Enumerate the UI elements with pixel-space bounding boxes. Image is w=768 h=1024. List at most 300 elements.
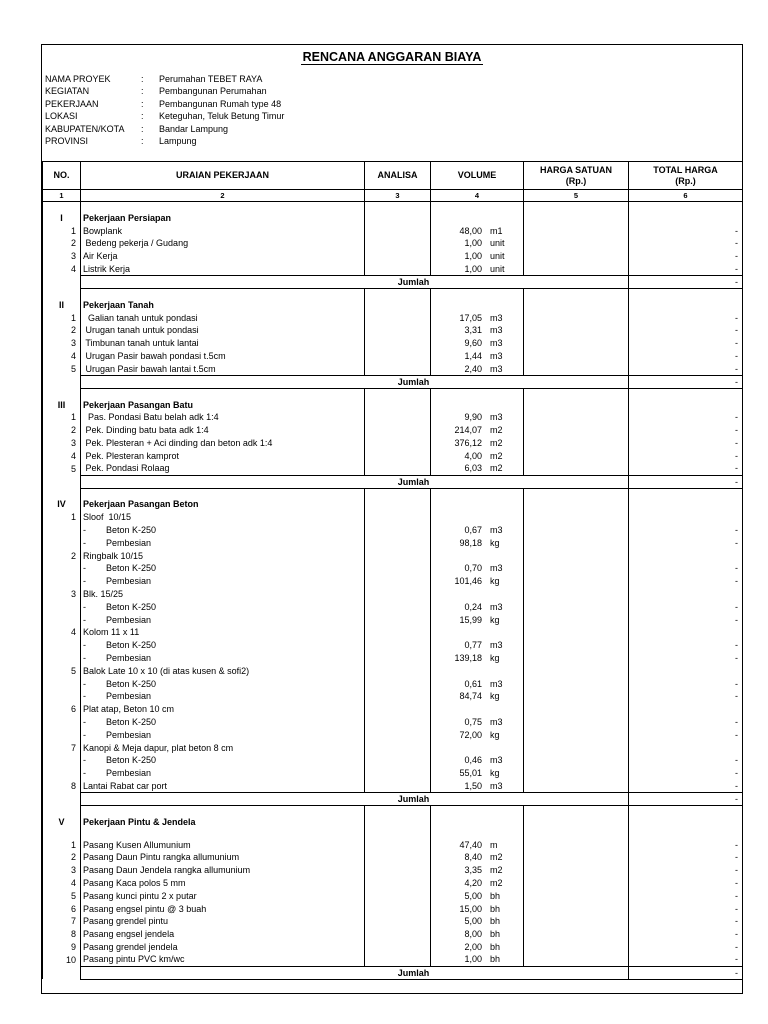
total-harga-cell: - (629, 780, 743, 793)
volume-unit: bh (490, 890, 501, 901)
analisa-cell (365, 928, 431, 941)
harga-satuan-cell (524, 851, 629, 864)
volume-cell (431, 754, 524, 767)
analisa-cell (365, 350, 431, 363)
item-number: 3 (43, 864, 81, 877)
volume-cell (431, 613, 524, 626)
total-harga-cell (629, 549, 743, 562)
total-harga-cell: - (629, 864, 743, 877)
item-number: 1 (43, 838, 81, 851)
empty-cell (629, 288, 743, 298)
total-harga-cell: - (629, 838, 743, 851)
jumlah-total: - (629, 966, 743, 979)
table-row (43, 754, 743, 767)
volume-value: 48,00 (459, 225, 482, 236)
harga-satuan-cell (524, 915, 629, 928)
harga-satuan-cell (524, 549, 629, 562)
volume-unit: m3 (490, 338, 503, 349)
empty-cell (43, 828, 81, 838)
info-colon: : (141, 111, 144, 122)
harga-satuan-cell (524, 613, 629, 626)
table-row (43, 575, 743, 588)
volume-unit: kg (490, 653, 500, 663)
jumlah-label: Jumlah (81, 475, 629, 488)
empty-cell (524, 398, 629, 411)
analisa-cell (365, 362, 431, 375)
item-number (43, 536, 81, 549)
harga-satuan-cell (524, 877, 629, 890)
table-row (43, 741, 743, 754)
table-row (43, 877, 743, 890)
table-row (43, 928, 743, 941)
harga-satuan-cell (524, 664, 629, 677)
item-number: 1 (43, 511, 81, 524)
volume-value: 1,00 (464, 251, 482, 262)
volume-value: 0,24 (464, 601, 482, 612)
section-number: III (43, 398, 81, 411)
volume-unit: m3 (490, 716, 503, 727)
empty-cell (524, 815, 629, 828)
volume-value: 9,60 (464, 338, 482, 349)
item-description: Lantai Rabat car port (81, 780, 365, 793)
info-colon: : (141, 86, 144, 97)
empty-cell (43, 488, 81, 498)
jumlah-row (43, 275, 743, 288)
table-row (43, 626, 743, 639)
item-number (43, 613, 81, 626)
table-row (43, 350, 743, 363)
volume-value: 101,46 (454, 576, 482, 587)
column-number-row (43, 190, 743, 202)
total-harga-cell: - (629, 311, 743, 324)
volume-cell (431, 741, 524, 754)
total-harga-cell: - (629, 424, 743, 437)
jumlah-label: Jumlah (81, 966, 629, 979)
harga-satuan-cell (524, 575, 629, 588)
volume-cell (431, 767, 524, 780)
empty-cell (629, 298, 743, 311)
volume-unit: kg (490, 576, 500, 587)
volume-value: 72,00 (459, 729, 482, 740)
empty-cell (365, 488, 431, 498)
harga-satuan-line2: (Rp.) (565, 175, 587, 186)
volume-value: 376,12 (454, 438, 482, 449)
col-number: 5 (524, 190, 629, 202)
item-number: 5 (43, 889, 81, 902)
analisa-cell (365, 864, 431, 877)
volume-value: 0,70 (464, 563, 482, 574)
info-colon: : (141, 123, 144, 134)
item-number: 2 (43, 324, 81, 337)
total-harga-cell (629, 664, 743, 677)
item-number: 10 (43, 953, 81, 966)
col-header-volume: VOLUME (431, 162, 524, 190)
empty-cell (431, 815, 524, 828)
empty-cell (629, 212, 743, 225)
volume-unit: m2 (490, 852, 503, 863)
total-harga-cell: - (629, 449, 743, 462)
analisa-cell (365, 941, 431, 954)
volume-value: 9,90 (464, 412, 482, 423)
item-description: Pasang Daun Jendela rangka allumunium (81, 864, 365, 877)
volume-unit: unit (490, 238, 505, 249)
volume-value: 4,00 (464, 450, 482, 461)
volume-cell (431, 263, 524, 276)
table-row (43, 437, 743, 450)
volume-cell (431, 437, 524, 450)
volume-unit: m2 (490, 425, 503, 436)
empty-cell (629, 805, 743, 815)
item-description: - Beton K-250 (81, 524, 365, 537)
volume-cell (431, 864, 524, 877)
total-harga-cell: - (629, 889, 743, 902)
item-description: Listrik Kerja (81, 263, 365, 276)
table-row (43, 511, 743, 524)
volume-value: 1,00 (464, 238, 482, 249)
table-row (43, 524, 743, 537)
harga-satuan-cell (524, 652, 629, 665)
total-harga-cell: - (629, 928, 743, 941)
item-description: Galian tanah untuk pondasi (81, 311, 365, 324)
item-description: Pasang pintu PVC km/wc (81, 953, 365, 966)
section-title: Pekerjaan Persiapan (81, 212, 365, 225)
total-harga-cell: - (629, 263, 743, 276)
empty-cell (365, 828, 431, 838)
jumlah-label: Jumlah (81, 792, 629, 805)
volume-cell (431, 237, 524, 250)
empty-cell (43, 475, 81, 488)
volume-cell (431, 902, 524, 915)
info-value: Perumahan TEBET RAYA (159, 74, 263, 84)
table-row (43, 424, 743, 437)
total-harga-cell: - (629, 337, 743, 350)
harga-satuan-cell (524, 889, 629, 902)
jumlah-row (43, 792, 743, 805)
item-number: 4 (43, 350, 81, 363)
info-key: PEKERJAAN (45, 98, 99, 109)
info-colon: : (141, 74, 144, 84)
volume-unit: unit (490, 251, 505, 262)
harga-satuan-cell (524, 337, 629, 350)
volume-unit: unit (490, 263, 505, 274)
item-description: - Pembesian (81, 728, 365, 741)
volume-cell (431, 536, 524, 549)
volume-cell (431, 362, 524, 375)
col-number: 3 (365, 190, 431, 202)
table-row (43, 767, 743, 780)
item-number: 9 (43, 941, 81, 954)
empty-cell (365, 498, 431, 511)
volume-value: 1,44 (464, 351, 482, 362)
volume-cell (431, 703, 524, 716)
item-number (43, 767, 81, 780)
volume-unit: m3 (490, 780, 503, 791)
total-harga-cell: - (629, 851, 743, 864)
empty-cell (431, 288, 524, 298)
volume-unit: m3 (490, 525, 503, 536)
harga-satuan-cell (524, 864, 629, 877)
item-description: Pas. Pondasi Batu belah adk 1:4 (81, 411, 365, 424)
analisa-cell (365, 536, 431, 549)
table-row (43, 449, 743, 462)
item-description: Pek. Plesteran + Aci dinding dan beton adk 1:4 (81, 437, 365, 450)
table-row (43, 362, 743, 375)
volume-unit: bh (490, 929, 501, 940)
harga-satuan-cell (524, 362, 629, 375)
total-harga-cell: - (629, 250, 743, 263)
empty-cell (81, 202, 365, 212)
harga-satuan-cell (524, 677, 629, 690)
col-number: 1 (43, 190, 81, 202)
section-number: V (43, 815, 81, 828)
empty-cell (431, 498, 524, 511)
volume-value: 1,00 (464, 954, 482, 965)
empty-cell (629, 498, 743, 511)
col-header-analisa: ANALISA (365, 162, 431, 190)
spacer-row (43, 288, 743, 298)
jumlah-row (43, 375, 743, 388)
harga-satuan-cell (524, 953, 629, 966)
item-description: - Pembesian (81, 613, 365, 626)
table-row (43, 639, 743, 652)
empty-cell (524, 498, 629, 511)
empty-cell (365, 398, 431, 411)
table-row (43, 250, 743, 263)
col-header-harga-satuan (524, 162, 629, 190)
item-description: Pek. Plesteran kamprot (81, 449, 365, 462)
volume-unit: bh (490, 941, 501, 952)
volume-unit: m2 (490, 438, 503, 449)
empty-cell (365, 202, 431, 212)
item-description: - Pembesian (81, 690, 365, 703)
section-row (43, 298, 743, 311)
volume-cell (431, 780, 524, 793)
total-harga-cell (629, 703, 743, 716)
analisa-cell (365, 424, 431, 437)
volume-unit: m (490, 839, 498, 850)
analisa-cell (365, 437, 431, 450)
harga-satuan-cell (524, 511, 629, 524)
title-text: RENCANA ANGGARAN BIAYA (302, 50, 482, 64)
analisa-cell (365, 690, 431, 703)
volume-cell (431, 690, 524, 703)
volume-cell (431, 716, 524, 729)
volume-cell (431, 250, 524, 263)
item-number (43, 728, 81, 741)
total-harga-cell: - (629, 902, 743, 915)
table-row (43, 851, 743, 864)
volume-unit: kg (490, 614, 500, 625)
info-key: KABUPATEN/KOTA (45, 123, 125, 134)
volume-value: 0,77 (464, 640, 482, 651)
item-number: 5 (43, 462, 81, 475)
total-harga-cell: - (629, 716, 743, 729)
total-harga-cell: - (629, 575, 743, 588)
harga-satuan-cell (524, 324, 629, 337)
col-number: 2 (81, 190, 365, 202)
table-row (43, 677, 743, 690)
item-number: 4 (43, 263, 81, 276)
item-description: Pasang kunci pintu 2 x putar (81, 889, 365, 902)
item-description: Pek. Pondasi Rolaag (81, 462, 365, 475)
table-row (43, 311, 743, 324)
section-title: Pekerjaan Pintu & Jendela (81, 815, 365, 828)
analisa-cell (365, 263, 431, 276)
total-harga-cell: - (629, 677, 743, 690)
total-harga-line1: TOTAL HARGA (653, 164, 718, 175)
empty-cell (43, 388, 81, 398)
col-number: 4 (431, 190, 524, 202)
total-harga-cell: - (629, 613, 743, 626)
harga-satuan-cell (524, 780, 629, 793)
item-number (43, 575, 81, 588)
table-row (43, 613, 743, 626)
volume-value: 4,20 (464, 877, 482, 888)
table-row (43, 703, 743, 716)
analisa-cell (365, 549, 431, 562)
item-number (43, 524, 81, 537)
volume-unit: kg (490, 691, 500, 702)
volume-cell (431, 549, 524, 562)
volume-cell (431, 639, 524, 652)
harga-satuan-cell (524, 639, 629, 652)
harga-satuan-cell (524, 728, 629, 741)
harga-satuan-cell (524, 754, 629, 767)
page-title (42, 50, 742, 64)
volume-unit: kg (490, 537, 500, 548)
empty-cell (629, 202, 743, 212)
table-row (43, 462, 743, 475)
section-number: I (43, 212, 81, 225)
total-harga-cell (629, 626, 743, 639)
item-number (43, 639, 81, 652)
analisa-cell (365, 462, 431, 475)
volume-cell (431, 462, 524, 475)
volume-cell (431, 664, 524, 677)
analisa-cell (365, 588, 431, 601)
total-harga-cell (629, 588, 743, 601)
info-colon: : (141, 98, 144, 109)
item-description: Pasang engsel pintu @ 3 buah (81, 902, 365, 915)
table-row (43, 324, 743, 337)
item-description: - Beton K-250 (81, 754, 365, 767)
volume-unit: m3 (490, 678, 503, 689)
item-description: Pasang engsel jendela (81, 928, 365, 941)
volume-value: 3,35 (464, 865, 482, 876)
table-row (43, 411, 743, 424)
item-number: 3 (43, 437, 81, 450)
analisa-cell (365, 511, 431, 524)
analisa-cell (365, 889, 431, 902)
volume-unit: m3 (490, 312, 503, 323)
harga-satuan-cell (524, 838, 629, 851)
jumlah-row (43, 475, 743, 488)
col-header-uraian: URAIAN PEKERJAAN (81, 162, 365, 190)
item-number (43, 562, 81, 575)
analisa-cell (365, 613, 431, 626)
volume-value: 3,31 (464, 325, 482, 336)
volume-unit: m3 (490, 412, 503, 423)
jumlah-total: - (629, 375, 743, 388)
item-description: Bowplank (81, 224, 365, 237)
analisa-cell (365, 337, 431, 350)
total-harga-line2: (Rp.) (675, 175, 696, 186)
volume-cell (431, 524, 524, 537)
table-row (43, 337, 743, 350)
section-number: IV (43, 498, 81, 511)
empty-cell (629, 398, 743, 411)
analisa-cell (365, 780, 431, 793)
item-description: Sloof 10/15 (81, 511, 365, 524)
total-harga-cell: - (629, 562, 743, 575)
volume-unit: m1 (490, 225, 503, 236)
empty-cell (431, 202, 524, 212)
volume-unit: m3 (490, 640, 503, 651)
jumlah-row (43, 966, 743, 979)
item-description: Pasang grendel jendela (81, 941, 365, 954)
table-row (43, 664, 743, 677)
volume-unit: m3 (490, 563, 503, 574)
volume-value: 0,75 (464, 716, 482, 727)
harga-satuan-cell (524, 928, 629, 941)
volume-cell (431, 626, 524, 639)
analisa-cell (365, 224, 431, 237)
item-description: - Beton K-250 (81, 677, 365, 690)
total-harga-cell: - (629, 362, 743, 375)
item-description: - Pembesian (81, 652, 365, 665)
empty-cell (43, 288, 81, 298)
item-description: Plat atap, Beton 10 cm (81, 703, 365, 716)
table-row (43, 953, 743, 966)
analisa-cell (365, 626, 431, 639)
volume-cell (431, 311, 524, 324)
empty-cell (43, 275, 81, 288)
volume-unit: m3 (490, 363, 503, 374)
item-description: Bedeng pekerja / Gudang (81, 237, 365, 250)
info-value: Lampung (159, 136, 197, 146)
analisa-cell (365, 250, 431, 263)
empty-cell (43, 966, 81, 979)
table-row (43, 224, 743, 237)
table-row (43, 690, 743, 703)
empty-cell (81, 488, 365, 498)
table-row (43, 237, 743, 250)
volume-value: 1,50 (464, 780, 482, 791)
harga-satuan-cell (524, 767, 629, 780)
item-number: 8 (43, 780, 81, 793)
volume-value: 15,00 (459, 903, 482, 914)
volume-value: 8,00 (464, 929, 482, 940)
total-harga-cell: - (629, 639, 743, 652)
empty-cell (431, 488, 524, 498)
analisa-cell (365, 767, 431, 780)
empty-cell (524, 388, 629, 398)
empty-cell (81, 805, 365, 815)
volume-cell (431, 652, 524, 665)
volume-value: 5,00 (464, 890, 482, 901)
section-number: II (43, 298, 81, 311)
empty-cell (81, 288, 365, 298)
table-row (43, 716, 743, 729)
empty-cell (524, 828, 629, 838)
empty-cell (431, 298, 524, 311)
empty-cell (524, 805, 629, 815)
item-number: 1 (43, 224, 81, 237)
info-value: Keteguhan, Teluk Betung Timur (159, 111, 285, 122)
item-number: 6 (43, 703, 81, 716)
item-number: 2 (43, 424, 81, 437)
volume-cell (431, 575, 524, 588)
